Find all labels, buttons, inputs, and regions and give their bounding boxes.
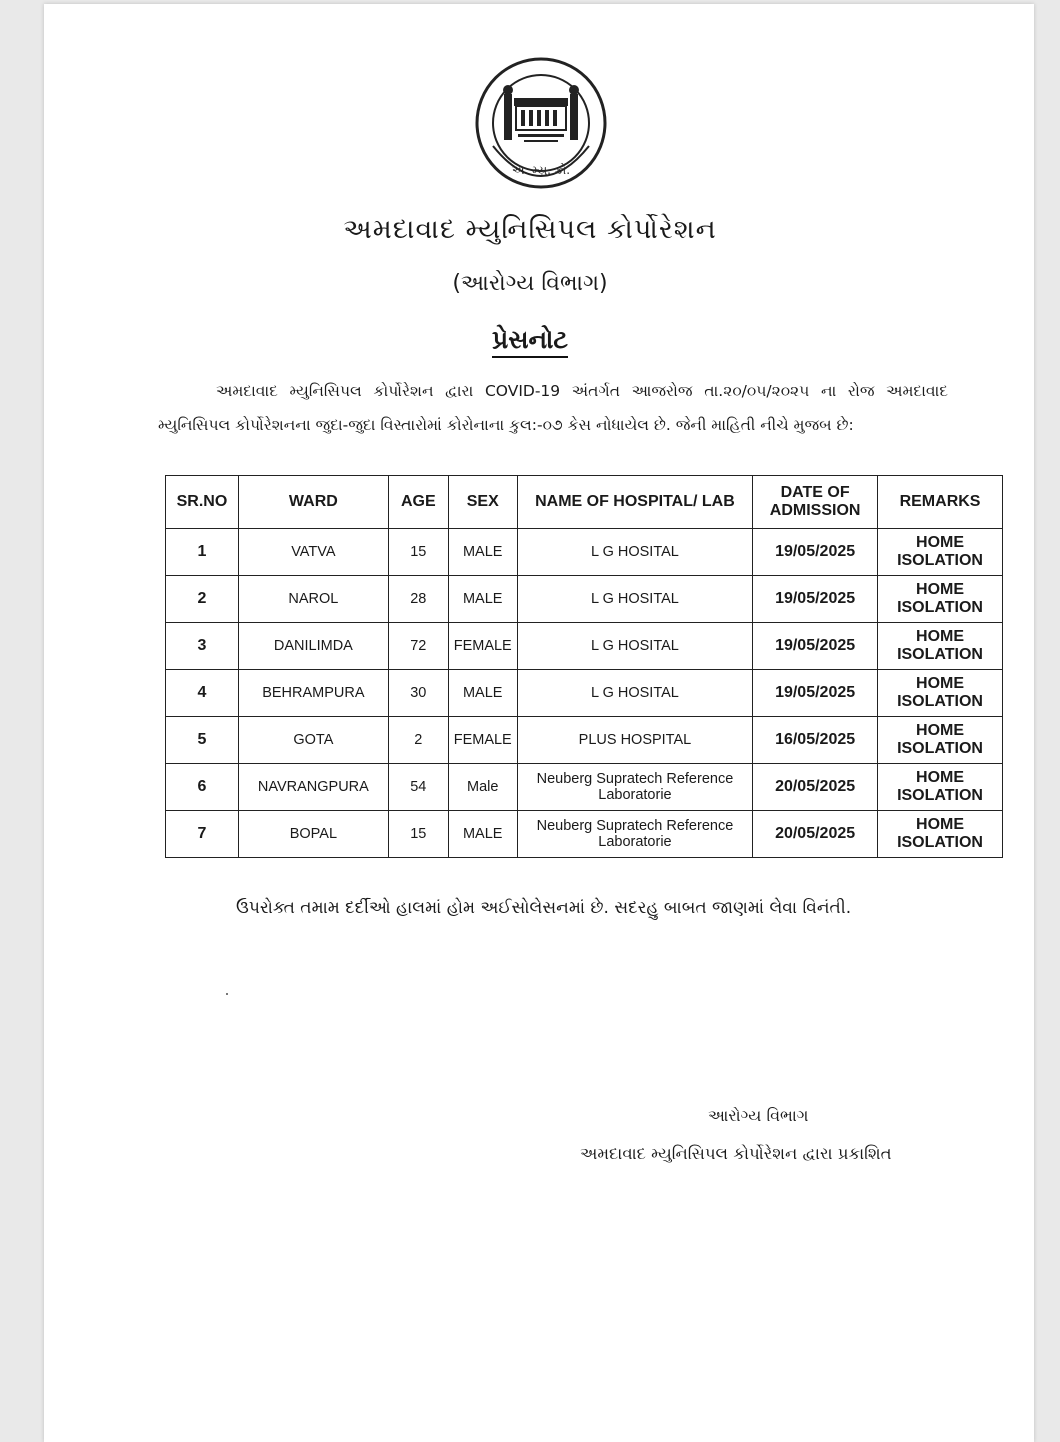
cell-age: 30 <box>388 670 448 717</box>
amc-emblem-logo <box>474 56 608 190</box>
cell-sr: 7 <box>166 811 239 858</box>
cell-sr: 4 <box>166 670 239 717</box>
press-note-heading <box>0 325 1060 355</box>
cell-ward: VATVA <box>238 529 388 576</box>
cell-ward: NAVRANGPURA <box>238 764 388 811</box>
cell-sex: FEMALE <box>448 623 517 670</box>
table-row <box>166 717 1003 764</box>
cell-remarks: HOME ISOLATION <box>878 529 1003 576</box>
table-row <box>166 670 1003 717</box>
table-row <box>166 529 1003 576</box>
cell-ward: BEHRAMPURA <box>238 670 388 717</box>
cell-remarks: HOME ISOLATION <box>878 576 1003 623</box>
table-row <box>166 623 1003 670</box>
cell-age: 15 <box>388 529 448 576</box>
cell-ward: GOTA <box>238 717 388 764</box>
table-row <box>166 764 1003 811</box>
table-row <box>166 576 1003 623</box>
cell-sex: MALE <box>448 811 517 858</box>
table-row <box>166 811 1003 858</box>
cell-hospital: L G HOSITAL <box>517 529 752 576</box>
cell-sex: Male <box>448 764 517 811</box>
cell-age: 54 <box>388 764 448 811</box>
emblem-icon <box>474 56 608 190</box>
cell-ward: DANILIMDA <box>238 623 388 670</box>
page-title: અમદાવાદ મ્યુનિસિપલ કોર્પોરેશન <box>343 214 717 245</box>
cell-sr: 5 <box>166 717 239 764</box>
closing-note: ઉપરોક્ત તમામ દર્દીઓ હાલમાં હોમ અઈસોલેસનમાં છે. સદરહુ બાબત જાણમાં લેવા વિનંતી. <box>236 898 852 918</box>
scan-speck <box>226 993 228 995</box>
cell-hospital: Neuberg Supratech Reference Laboratorie <box>517 764 752 811</box>
cell-sr: 3 <box>166 623 239 670</box>
cell-age: 72 <box>388 623 448 670</box>
cell-hospital: L G HOSITAL <box>517 576 752 623</box>
cell-remarks: HOME ISOLATION <box>878 811 1003 858</box>
cell-sr: 2 <box>166 576 239 623</box>
cell-date: 16/05/2025 <box>753 717 878 764</box>
cell-sex: MALE <box>448 529 517 576</box>
cell-sex: FEMALE <box>448 717 517 764</box>
cell-hospital: L G HOSITAL <box>517 623 752 670</box>
header-age: AGE <box>388 476 448 529</box>
cell-ward: BOPAL <box>238 811 388 858</box>
intro-paragraph: અમદાવાદ મ્યુનિસિપલ કોર્પોરેશન દ્વારા COVID-19 અંતર્ગત આજરોજ તા.૨૦/૦૫/૨૦૨૫ ના રોજ અમદાવાદ મ્યુનિસિપલ કોર્પોરેશનના જુદા-જુદા વિસ્તારોમાં કોરોનાના કુલ:-૦૭ કેસ નોધાયેલ છે. જેની માહિતી નીચે મુજબ છે: <box>158 382 948 434</box>
cell-age: 2 <box>388 717 448 764</box>
cell-age: 28 <box>388 576 448 623</box>
cell-remarks: HOME ISOLATION <box>878 764 1003 811</box>
cell-sex: MALE <box>448 670 517 717</box>
cell-remarks: HOME ISOLATION <box>878 623 1003 670</box>
cell-sex: MALE <box>448 576 517 623</box>
cell-sr: 1 <box>166 529 239 576</box>
header-date-of-admission: DATE OF ADMISSION <box>753 476 878 529</box>
cell-date: 20/05/2025 <box>753 764 878 811</box>
signature-department: આરોગ્ય વિભાગ <box>708 1106 809 1125</box>
header-sex: SEX <box>448 476 517 529</box>
cell-date: 19/05/2025 <box>753 670 878 717</box>
cell-hospital: Neuberg Supratech Reference Laboratorie <box>517 811 752 858</box>
cell-date: 19/05/2025 <box>753 623 878 670</box>
header-ward: WARD <box>238 476 388 529</box>
cases-table <box>165 475 1003 858</box>
emblem-caption: અ. મ્યુ. કો. <box>511 163 571 177</box>
cell-sr: 6 <box>166 764 239 811</box>
header-hospital: NAME OF HOSPITAL/ LAB <box>517 476 752 529</box>
signature-publisher: અમદાવાદ મ્યુનિસિપલ કોર્પોરેશન દ્વારા પ્રકાશિત <box>580 1144 892 1163</box>
cell-age: 15 <box>388 811 448 858</box>
header-remarks: REMARKS <box>878 476 1003 529</box>
press-note-text: પ્રેસનોટ <box>492 325 568 358</box>
header-sr-no: SR.NO <box>166 476 239 529</box>
cell-date: 19/05/2025 <box>753 576 878 623</box>
cell-date: 20/05/2025 <box>753 811 878 858</box>
cell-ward: NAROL <box>238 576 388 623</box>
department-subtitle: (આરોગ્ય વિભાગ) <box>452 271 608 296</box>
table-header-row <box>166 476 1003 529</box>
cell-hospital: PLUS HOSPITAL <box>517 717 752 764</box>
cell-remarks: HOME ISOLATION <box>878 670 1003 717</box>
cell-date: 19/05/2025 <box>753 529 878 576</box>
cell-remarks: HOME ISOLATION <box>878 717 1003 764</box>
cell-hospital: L G HOSITAL <box>517 670 752 717</box>
